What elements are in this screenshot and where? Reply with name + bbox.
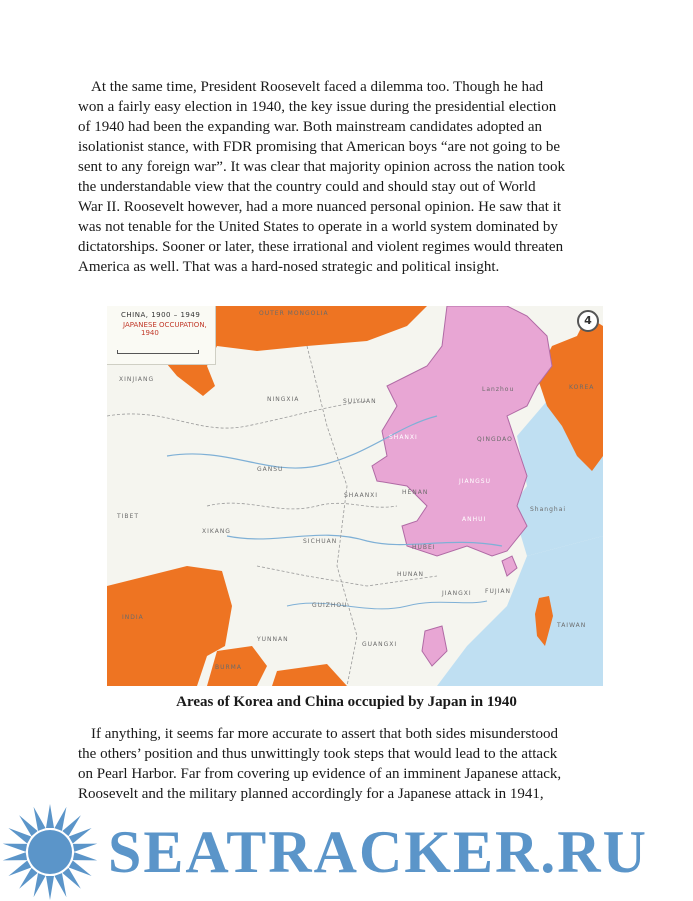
map-label: SICHUAN (303, 538, 338, 545)
text-line: the understandable view that the country could and should stay out of World (78, 179, 536, 195)
border-line (307, 346, 357, 686)
map-label: ANHUI (462, 516, 487, 523)
text-line: War II. Roosevelt however, had a more nuanced personal opinion. He saw that it (78, 199, 562, 215)
occupied-patch (422, 626, 447, 666)
occupation-map (107, 306, 603, 686)
text-line: If anything, it seems far more accurate to assert that both sides misunderstood (91, 726, 558, 742)
map-label: JIANGXI (442, 590, 472, 597)
indochina-region (272, 664, 347, 686)
sun-icon (0, 800, 110, 901)
inset-year: 1940 (141, 329, 159, 337)
text-line: of 1940 had been the expanding war. Both mainstream candidates adopted an (78, 119, 543, 135)
border-line (107, 401, 367, 428)
map-label: TAIWAN (557, 622, 587, 629)
watermark-text: SEATRACKER.RU (108, 819, 648, 885)
map-label: NINGXIA (267, 396, 300, 403)
text-line: on Pearl Harbor. Far from covering up evidence of an imminent Japanese attack, (78, 766, 562, 782)
text-line: was not tenable for the United States to operate in a world system dominated by (78, 219, 558, 235)
map-label: SUIYUAN (343, 398, 377, 405)
text-line: isolationist stance, with FDR promising that American boys “are not going to be (78, 139, 561, 155)
map-label: XINJIANG (119, 376, 155, 383)
text-line: Roosevelt and the military planned accordingly for a Japanese attack in 1941, (78, 786, 544, 802)
map-label: BURMA (215, 664, 242, 671)
scale-bar (117, 350, 199, 354)
text-line: dictatorships. Sooner or later, these irrational and violent regimes would threaten (78, 239, 564, 255)
map-label: XIKANG (202, 528, 231, 535)
text-line: sent to any foreign war”. It was clear that majority opinion across the nation took (78, 159, 565, 175)
map-label: HUBEI (412, 544, 436, 551)
map-legend-inset (107, 306, 216, 365)
occupied-patch (502, 556, 517, 576)
map-label: Shanghai (530, 506, 567, 513)
map-label: SHANXI (389, 434, 418, 441)
map-label: SHAANXI (344, 492, 379, 499)
plate-number: 4 (577, 310, 599, 332)
text-line: America as well. That was a hard-nosed strategic and political insight. (78, 259, 500, 275)
map-label: GANSU (257, 466, 284, 473)
watermark (0, 800, 693, 901)
map-label: HENAN (402, 489, 429, 496)
map-label: YUNNAN (257, 636, 289, 643)
map-label: Lanzhou (482, 386, 515, 393)
map-label: GUANGXI (362, 641, 398, 648)
map-label: GUIZHOU (312, 602, 348, 609)
paragraph-2 (78, 724, 618, 804)
text-line: the others’ position and thus unwittingly took steps that would lead to the attack (78, 746, 558, 762)
paragraph-1 (78, 77, 618, 277)
border-line (207, 503, 397, 509)
map-label: INDIA (122, 614, 144, 621)
inset-title: CHINA, 1900 – 1949 (121, 311, 201, 319)
text-line: At the same time, President Roosevelt faced a dilemma too. Though he had (91, 79, 544, 95)
map-label: HUNAN (397, 571, 424, 578)
map-label: KOREA (569, 384, 595, 391)
map-label: FUJIAN (485, 588, 511, 595)
map-label: QINGDAO (477, 436, 513, 443)
map-label: TIBET (117, 513, 140, 520)
inset-subtitle: JAPANESE OCCUPATION, (123, 321, 207, 329)
map-label: OUTER MONGOLIA (259, 310, 329, 317)
sea-area (437, 536, 603, 686)
map-label: JIANGSU (459, 478, 491, 485)
text-line: won a fairly easy election in 1940, the key issue during the presidential election (78, 99, 557, 115)
figure-caption: Areas of Korea and China occupied by Japan in 1940 (176, 694, 517, 710)
